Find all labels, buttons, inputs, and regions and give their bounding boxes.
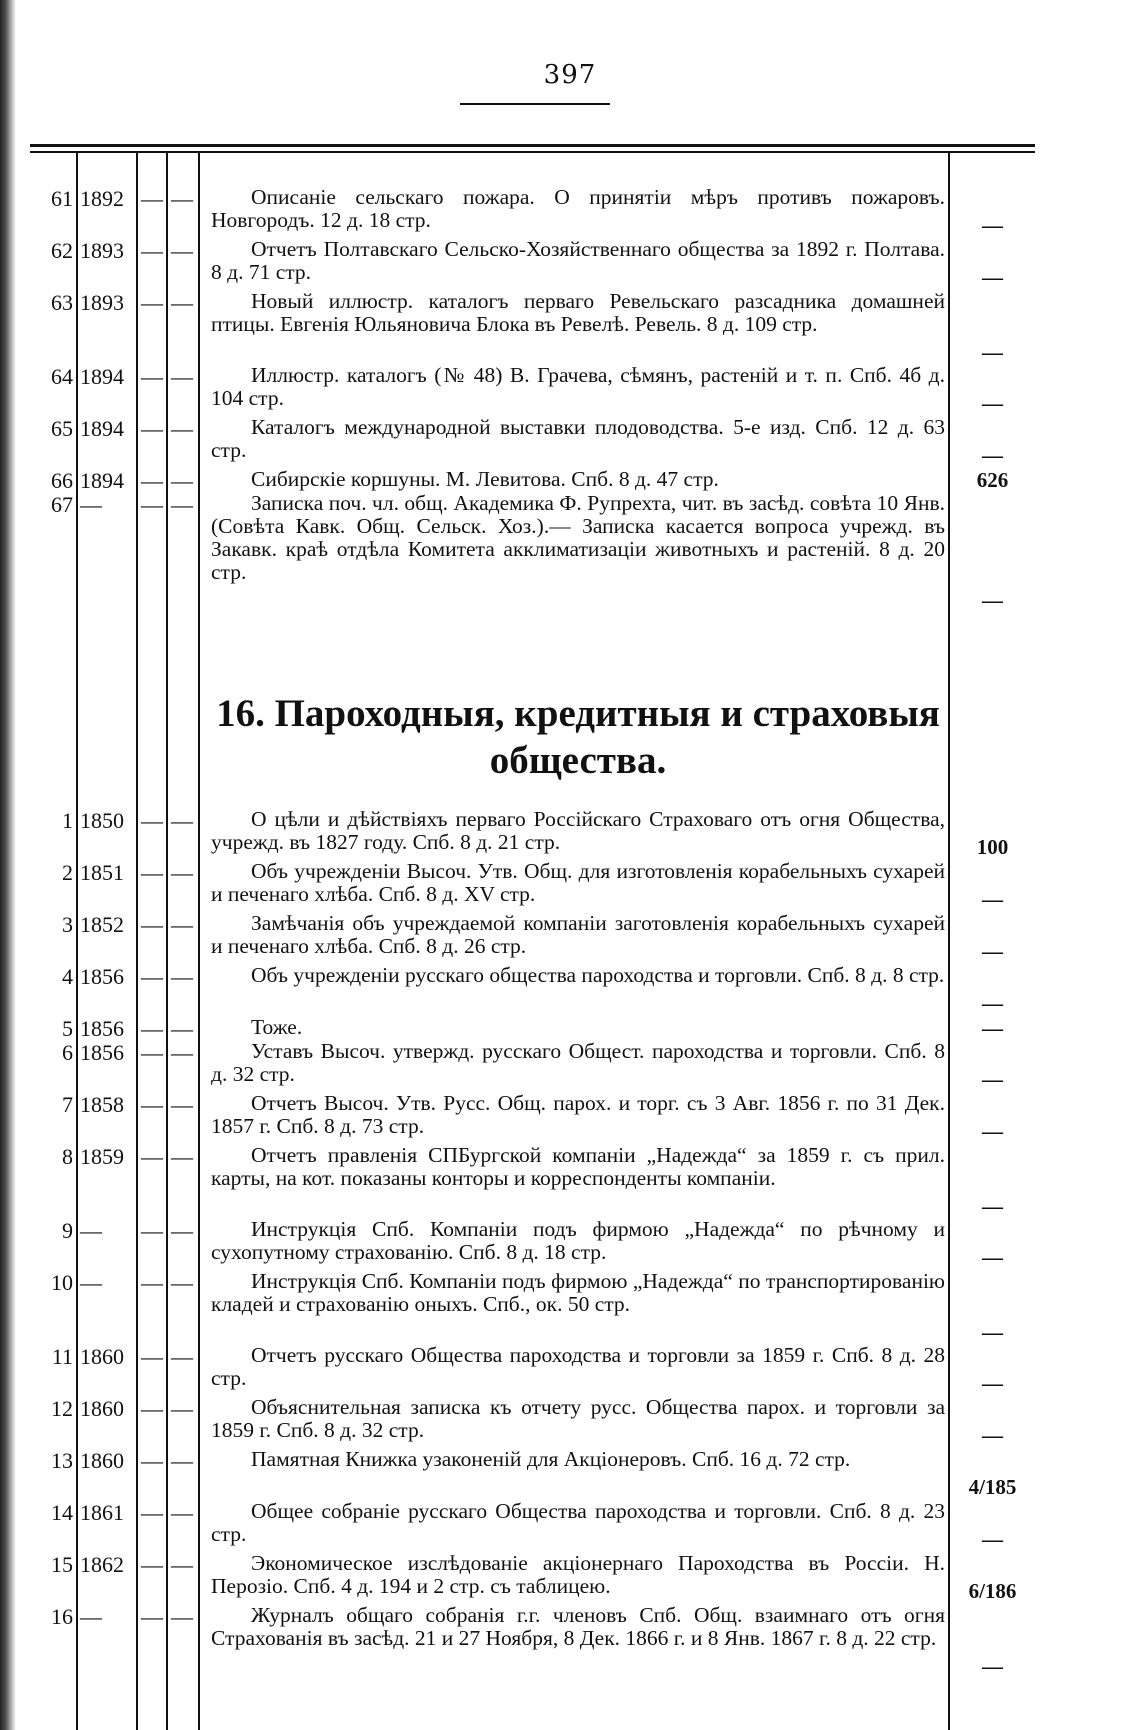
entry-dash-2: — [171, 1552, 193, 1577]
entry-note: 6/186 [968, 1579, 1017, 1603]
entry-note: — [982, 1371, 1003, 1395]
entry-text: Описаніе сельскаго пожара. О принятіи мѣръ противъ пожаровъ. Новгородъ. 12 д. 18 стр. [211, 185, 945, 232]
entry-text: Памятная Книжка узаконеній для Акціонеровъ. Спб. 16 д. 72 стр. [251, 1447, 851, 1471]
entry-dash-2: — [171, 1270, 193, 1295]
column-divider-d2 [198, 152, 200, 1730]
entry-note: — [982, 939, 1003, 963]
entry-number: 64 [51, 364, 73, 389]
entry-number: 16 [51, 1604, 73, 1629]
entry-year: 1851 [80, 860, 124, 885]
entry-note: 626 [976, 468, 1009, 492]
entry-note: — [982, 1527, 1003, 1551]
entry-dash-2: — [171, 468, 193, 493]
entry-note: — [982, 1320, 1003, 1344]
entry-dash-2: — [171, 186, 193, 211]
column-divider-num [76, 152, 78, 1730]
page-edge-shadow [0, 0, 16, 1730]
entry-dash-2: — [171, 1604, 193, 1629]
entry-note: — [982, 887, 1003, 911]
entry-dash-2: — [171, 1016, 193, 1041]
entry-dash-2: — [171, 1448, 193, 1473]
entry-dash-1: — [141, 290, 163, 315]
entry-text: Объ учрежденіи русскаго общества пароходства и торговли. Спб. 8 д. 8 стр. [251, 963, 945, 987]
entry-dash-1: — [141, 808, 163, 833]
entry-dash-1: — [141, 468, 163, 493]
entry-year: 1856 [80, 1040, 124, 1065]
page-number-rule [460, 103, 610, 105]
entry-text: Уставъ Высоч. утвержд. русскаго Общест. пароходства и торговли. Спб. 8 д. 32 стр. [211, 1039, 945, 1086]
section-heading: 16. Пароходныя, кредитныя и страховыя общества. [216, 692, 940, 782]
entry-number: 2 [62, 860, 73, 885]
header-rule-bottom [30, 151, 1035, 153]
entry-dash-1: — [141, 1092, 163, 1117]
entry-year: 1862 [80, 1552, 124, 1577]
page-number: 397 [543, 60, 597, 90]
entry-note: — [982, 1654, 1003, 1678]
entry-text: Замѣчанія объ учреждаемой компаніи заготовленія корабельныхъ сухарей и печенаго хлѣба. Спб. 8 д. 26 стр. [211, 911, 945, 958]
entry-number: 12 [51, 1396, 73, 1421]
entry-note: — [982, 1423, 1003, 1447]
entry-number: 1 [62, 808, 73, 833]
entry-note: — [982, 1194, 1003, 1218]
entry-year: 1859 [80, 1144, 124, 1169]
entry-text: Объ учрежденіи Высоч. Утв. Общ. для изготовленія корабельныхъ сухарей и печенаго хлѣба. Спб. 8 д. XV стр. [211, 859, 945, 906]
entry-year: 1893 [80, 238, 124, 263]
entry-dash-2: — [171, 1040, 193, 1065]
entry-year: 1860 [80, 1344, 124, 1369]
entry-year: 1892 [80, 186, 124, 211]
entry-dash-2: — [171, 364, 193, 389]
entry-note: — [982, 588, 1003, 612]
entry-dash-1: — [141, 964, 163, 989]
entry-note: — [982, 1245, 1003, 1269]
entry-year: 1858 [80, 1092, 124, 1117]
entry-dash-1: — [141, 860, 163, 885]
entry-number: 11 [51, 1344, 73, 1369]
entry-dash-1: — [141, 238, 163, 263]
entry-year: 1860 [80, 1396, 124, 1421]
entry-number: 7 [62, 1092, 73, 1117]
entry-dash-2: — [171, 1344, 193, 1369]
entry-number: 10 [51, 1270, 73, 1295]
entry-text: Журналъ общаго собранія г.г. членовъ Спб. Общ. взаимнаго отъ огня Страхованія въ засѣд. 21 и 27 Ноября, 8 Дек. 1866 г. и 8 Янв. 1867 г. 8 д. 22 стр. [211, 1603, 945, 1650]
entry-text: Каталогъ международной выставки плодоводства. 5-е изд. Спб. 12 д. 63 стр. [211, 415, 945, 462]
entry-note: — [982, 213, 1003, 237]
entry-dash-1: — [141, 1270, 163, 1295]
entry-dash-2: — [171, 860, 193, 885]
entry-dash-2: — [171, 1144, 193, 1169]
entry-dash-2: — [171, 1092, 193, 1117]
entry-year: 1894 [80, 364, 124, 389]
entry-text: Сибирскіе коршуны. М. Левитова. Спб. 8 д. 47 стр. [251, 467, 719, 491]
entry-text: Инструкція Спб. Компаніи подъ фирмою „Надежда“ по рѣчному и сухопутному страхованію. Спб. 8 д. 18 стр. [211, 1217, 945, 1264]
column-divider-year [136, 152, 138, 1730]
entry-year: 1893 [80, 290, 124, 315]
entry-number: 4 [62, 964, 73, 989]
entry-number: 3 [62, 912, 73, 937]
entry-year: 1852 [80, 912, 124, 937]
entry-dash-1: — [141, 1016, 163, 1041]
entry-year: 1850 [80, 808, 124, 833]
entry-dash-1: — [141, 1552, 163, 1577]
entry-dash-1: — [141, 1500, 163, 1525]
entry-number: 65 [51, 416, 73, 441]
entry-year: — [80, 492, 102, 517]
column-divider-d1 [166, 152, 168, 1730]
entry-note: — [982, 1067, 1003, 1091]
entry-number: 62 [51, 238, 73, 263]
entry-dash-1: — [141, 492, 163, 517]
entry-dash-2: — [171, 964, 193, 989]
entry-note: — [982, 265, 1003, 289]
entry-year: — [80, 1604, 102, 1629]
entry-note: — [982, 1119, 1003, 1143]
entry-number: 5 [62, 1016, 73, 1041]
entry-dash-1: — [141, 186, 163, 211]
entry-note: — [982, 443, 1003, 467]
entry-dash-2: — [171, 416, 193, 441]
entry-year: — [80, 1218, 102, 1243]
entry-dash-1: — [141, 1218, 163, 1243]
entry-dash-2: — [171, 912, 193, 937]
entry-number: 13 [51, 1448, 73, 1473]
entry-note: 4/185 [968, 1475, 1017, 1499]
entry-note: — [982, 340, 1003, 364]
entry-dash-1: — [141, 1344, 163, 1369]
entry-text: Отчетъ Высоч. Утв. Русс. Общ. парох. и торг. съ 3 Авг. 1856 г. по 31 Дек. 1857 г. Спб. 8 д. 73 стр. [211, 1091, 945, 1138]
entry-text: Инструкція Спб. Компаніи подъ фирмою „Надежда“ по транспортированію кладей и страхованію оныхъ. Спб., ок. 50 стр. [211, 1269, 945, 1316]
entry-note: — [982, 391, 1003, 415]
entry-dash-2: — [171, 238, 193, 263]
entry-dash-1: — [141, 1144, 163, 1169]
entry-text: Экономическое изслѣдованіе акціонернаго Пароходства въ Россіи. Н. Перозіо. Спб. 4 д. 194 и 2 стр. съ таблицею. [211, 1551, 945, 1598]
entry-text: Тоже. [251, 1015, 303, 1039]
entry-dash-2: — [171, 492, 193, 517]
entry-text: Иллюстр. каталогъ (№ 48) В. Грачева, сѣмянъ, растеній и т. п. Спб. 4б д. 104 стр. [211, 363, 945, 410]
entry-year: 1856 [80, 964, 124, 989]
entry-text: Объяснительная записка къ отчету русс. Общества парох. и торговли за 1859 г. Спб. 8 д. 32 стр. [211, 1395, 945, 1442]
entry-number: 14 [51, 1500, 73, 1525]
entry-text: Отчетъ русскаго Общества пароходства и торговли за 1859 г. Спб. 8 д. 28 стр. [211, 1343, 945, 1390]
entry-number: 61 [51, 186, 73, 211]
entry-number: 67 [51, 492, 73, 517]
entry-number: 66 [51, 468, 73, 493]
entry-dash-1: — [141, 912, 163, 937]
entry-dash-2: — [171, 808, 193, 833]
entry-text: Отчетъ Полтавскаго Сельско-Хозяйственнаго общества за 1892 г. Полтава. 8 д. 71 стр. [211, 237, 945, 284]
entry-number: 6 [62, 1040, 73, 1065]
entry-dash-2: — [171, 290, 193, 315]
entry-year: 1860 [80, 1448, 124, 1473]
entry-year: 1861 [80, 1500, 124, 1525]
entry-text: Записка поч. чл. общ. Академика Ф. Рупрехта, чит. въ засѣд. совѣта 10 Янв. (Совѣта Кавк. Общ. Сельск. Хоз.).— Записка касается вопроса учрежд. въ Закавк. краѣ отдѣла Комитета акклиматизаціи животныхъ и растеній. 8 д. 20 стр. [211, 491, 945, 584]
entry-note: — [982, 991, 1003, 1015]
entry-year: — [80, 1270, 102, 1295]
entry-dash-1: — [141, 1604, 163, 1629]
entry-dash-1: — [141, 1396, 163, 1421]
entry-number: 8 [62, 1144, 73, 1169]
entry-text: Новый иллюстр. каталогъ перваго Ревельскаго разсадника домашней птицы. Евгенія Юльяновича Блока въ Ревелѣ. Ревель. 8 д. 109 стр. [211, 289, 945, 336]
entry-dash-1: — [141, 1040, 163, 1065]
entry-year: 1856 [80, 1016, 124, 1041]
entry-number: 63 [51, 290, 73, 315]
header-rule-top [30, 144, 1035, 147]
entry-text: О цѣли и дѣйствіяхъ перваго Россійскаго Страховаго отъ огня Общества, учрежд. въ 1827 году. Спб. 8 д. 21 стр. [211, 807, 945, 854]
entry-year: 1894 [80, 468, 124, 493]
entry-dash-1: — [141, 1448, 163, 1473]
entry-dash-1: — [141, 364, 163, 389]
entry-dash-2: — [171, 1500, 193, 1525]
entry-dash-1: — [141, 416, 163, 441]
entry-note: — [982, 1016, 1003, 1040]
entry-year: 1894 [80, 416, 124, 441]
entry-dash-2: — [171, 1218, 193, 1243]
entry-number: 9 [62, 1218, 73, 1243]
entry-text: Отчетъ правленія СПБургской компаніи „Надежда“ за 1859 г. съ прил. карты, на кот. показаны конторы и корреспонденты компаніи. [211, 1143, 945, 1190]
entry-text: Общее собраніе русскаго Общества пароходства и торговли. Спб. 8 д. 23 стр. [211, 1499, 945, 1546]
entry-dash-2: — [171, 1396, 193, 1421]
entry-note: 100 [976, 835, 1009, 859]
entry-number: 15 [51, 1552, 73, 1577]
